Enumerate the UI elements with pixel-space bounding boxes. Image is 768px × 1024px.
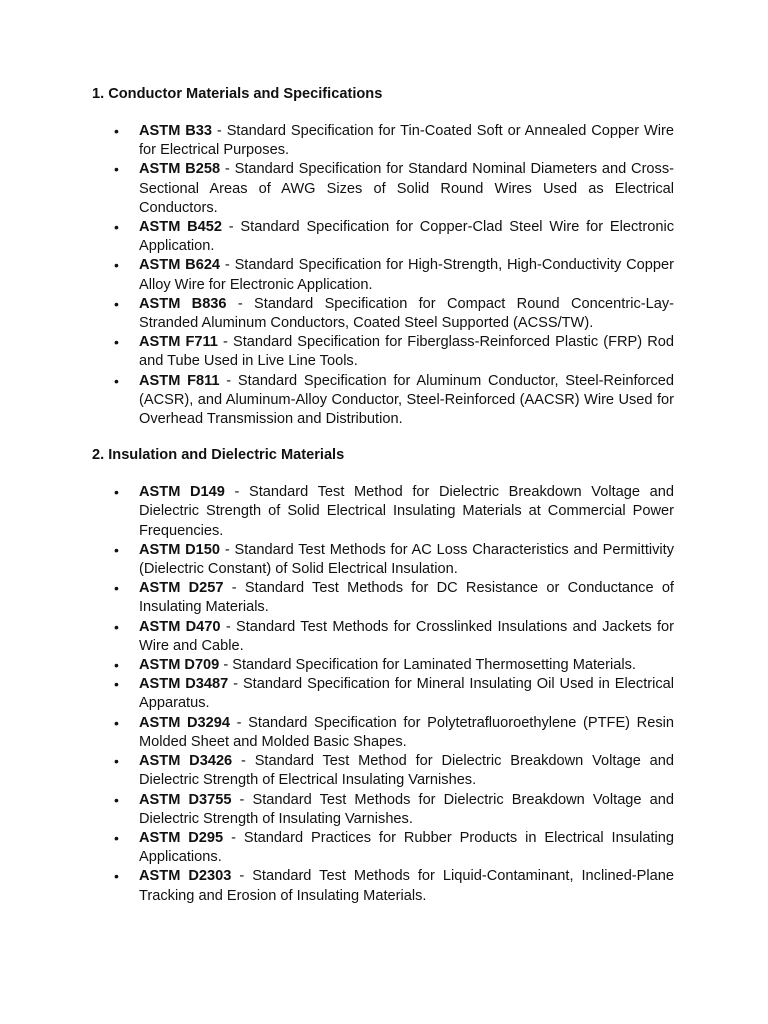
standard-code: ASTM B258	[139, 161, 221, 178]
standard-description: - Standard Test Methods for DC Resistance or Conductance of Insulating Materials.	[139, 580, 674, 616]
standard-description: - Standard Specification for Standard Nominal Diameters and Cross-Sectional Areas of AWG Sizes of Solid Round Wires Used as Electrical Conductors.	[139, 161, 675, 216]
list-item	[92, 618, 674, 656]
standard-description: - Standard Specification for High-Strength, High-Conductivity Copper Alloy Wire for Electronic Application.	[139, 257, 674, 293]
standard-description: - Standard Specification for Laminated Thermosetting Materials.	[219, 657, 636, 674]
bullet-icon: •	[114, 484, 119, 501]
bullet-icon: •	[114, 676, 119, 693]
standard-description: - Standard Practices for Rubber Products in Electrical Insulating Applications.	[139, 829, 674, 866]
standard-code: ASTM D150	[139, 541, 221, 558]
list-item	[92, 256, 674, 294]
standard-description: - Standard Test Method for Dielectric Breakdown Voltage and Dielectric Strength of Electrical Insulating Varnishes.	[139, 753, 674, 789]
standard-description: - Standard Test Methods for Liquid-Contaminant, Inclined-Plane Tracking and Erosion of Insulating Materials.	[139, 868, 674, 904]
bullet-icon: •	[114, 541, 119, 558]
standard-code: ASTM D257	[139, 580, 224, 597]
standard-description: - Standard Specification for Mineral Insulating Oil Used in Electrical Apparatus.	[139, 676, 675, 712]
list-item	[92, 122, 674, 160]
section-heading: 2. Insulation and Dielectric Materials	[92, 447, 345, 464]
standard-description: - Standard Specification for Aluminum Conductor, Steel-Reinforced (ACSR), and Aluminum-Alloy Conductor, Steel-Reinforced (AACSR) Wire Used for Overhead Transmission and Distribution.	[139, 372, 675, 428]
bullet-icon: •	[114, 618, 119, 635]
standard-code: ASTM B33	[139, 123, 213, 139]
standard-code: ASTM F811	[139, 372, 220, 389]
standard-code: ASTM D3294	[139, 714, 230, 731]
bullet-icon: •	[114, 829, 119, 846]
list-item	[92, 714, 674, 752]
standard-code: ASTM B624	[139, 257, 221, 274]
list-item	[92, 829, 674, 867]
standard-code: ASTM B452	[139, 219, 223, 236]
standard-code: ASTM D3426	[139, 753, 233, 770]
standards-list	[92, 122, 674, 429]
standards-list	[92, 483, 674, 905]
standard-code: ASTM D3487	[139, 676, 229, 693]
standard-description: - Standard Test Method for Dielectric Breakdown Voltage and Dielectric Strength of Solid Electrical Insulating Materials at Commercial Power Frequencies.	[139, 484, 674, 539]
list-item	[92, 333, 674, 371]
standard-code: ASTM D470	[139, 618, 221, 635]
standard-code: ASTM F711	[139, 334, 218, 351]
section-insulation-materials	[92, 446, 674, 905]
standard-description: - Standard Specification for Polytetrafluoroethylene (PTFE) Resin Molded Sheet and Molded Basic Shapes.	[139, 714, 674, 750]
list-item	[92, 218, 674, 256]
bullet-icon: •	[114, 791, 119, 808]
standard-description: - Standard Specification for Compact Round Concentric-Lay-Stranded Aluminum Conductors, Coated Steel Supported (ACSS/TW).	[139, 295, 674, 332]
bullet-icon: •	[114, 868, 119, 885]
standard-description: - Standard Test Methods for Crosslinked Insulations and Jackets for Wire and Cable.	[139, 618, 674, 654]
bullet-icon: •	[114, 161, 119, 178]
standard-code: ASTM D2303	[139, 868, 232, 885]
bullet-icon: •	[114, 580, 119, 597]
list-item	[92, 483, 674, 541]
standard-code: ASTM D3755	[139, 791, 232, 808]
standard-description: - Standard Specification for Copper-Clad Steel Wire for Electronic Application.	[139, 219, 674, 255]
list-item	[92, 295, 674, 333]
bullet-icon: •	[114, 219, 119, 236]
list-item	[92, 656, 674, 675]
bullet-icon: •	[114, 123, 119, 139]
standard-code: ASTM B836	[139, 295, 227, 312]
list-item	[92, 675, 674, 713]
list-item	[92, 541, 674, 579]
bullet-icon: •	[114, 714, 119, 731]
standard-description: - Standard Test Methods for AC Loss Characteristics and Permittivity (Dielectric Constant) of Solid Electrical Insulation.	[139, 541, 675, 578]
section-heading: 1. Conductor Materials and Specifications	[92, 86, 383, 102]
list-item	[92, 372, 674, 430]
list-item	[92, 867, 674, 905]
bullet-icon: •	[114, 372, 119, 389]
section-conductor-materials	[92, 85, 674, 429]
standard-code: ASTM D149	[139, 484, 225, 501]
document-page	[92, 85, 674, 906]
list-item	[92, 579, 674, 617]
standard-description: - Standard Specification for Tin-Coated Soft or Annealed Copper Wire for Electrical Purposes.	[139, 123, 674, 159]
list-item	[92, 791, 674, 829]
bullet-icon: •	[114, 753, 119, 770]
bullet-icon: •	[114, 295, 119, 312]
standard-description: - Standard Specification for Fiberglass-Reinforced Plastic (FRP) Rod and Tube Used in Live Line Tools.	[139, 334, 674, 370]
standard-code: ASTM D709	[139, 657, 220, 674]
bullet-icon: •	[114, 657, 119, 674]
standard-description: - Standard Test Methods for Dielectric Breakdown Voltage and Dielectric Strength of Insulating Varnishes.	[139, 791, 674, 827]
bullet-icon: •	[114, 257, 119, 274]
list-item	[92, 752, 674, 790]
list-item	[92, 160, 674, 218]
standard-code: ASTM D295	[139, 829, 224, 846]
bullet-icon: •	[114, 334, 119, 351]
